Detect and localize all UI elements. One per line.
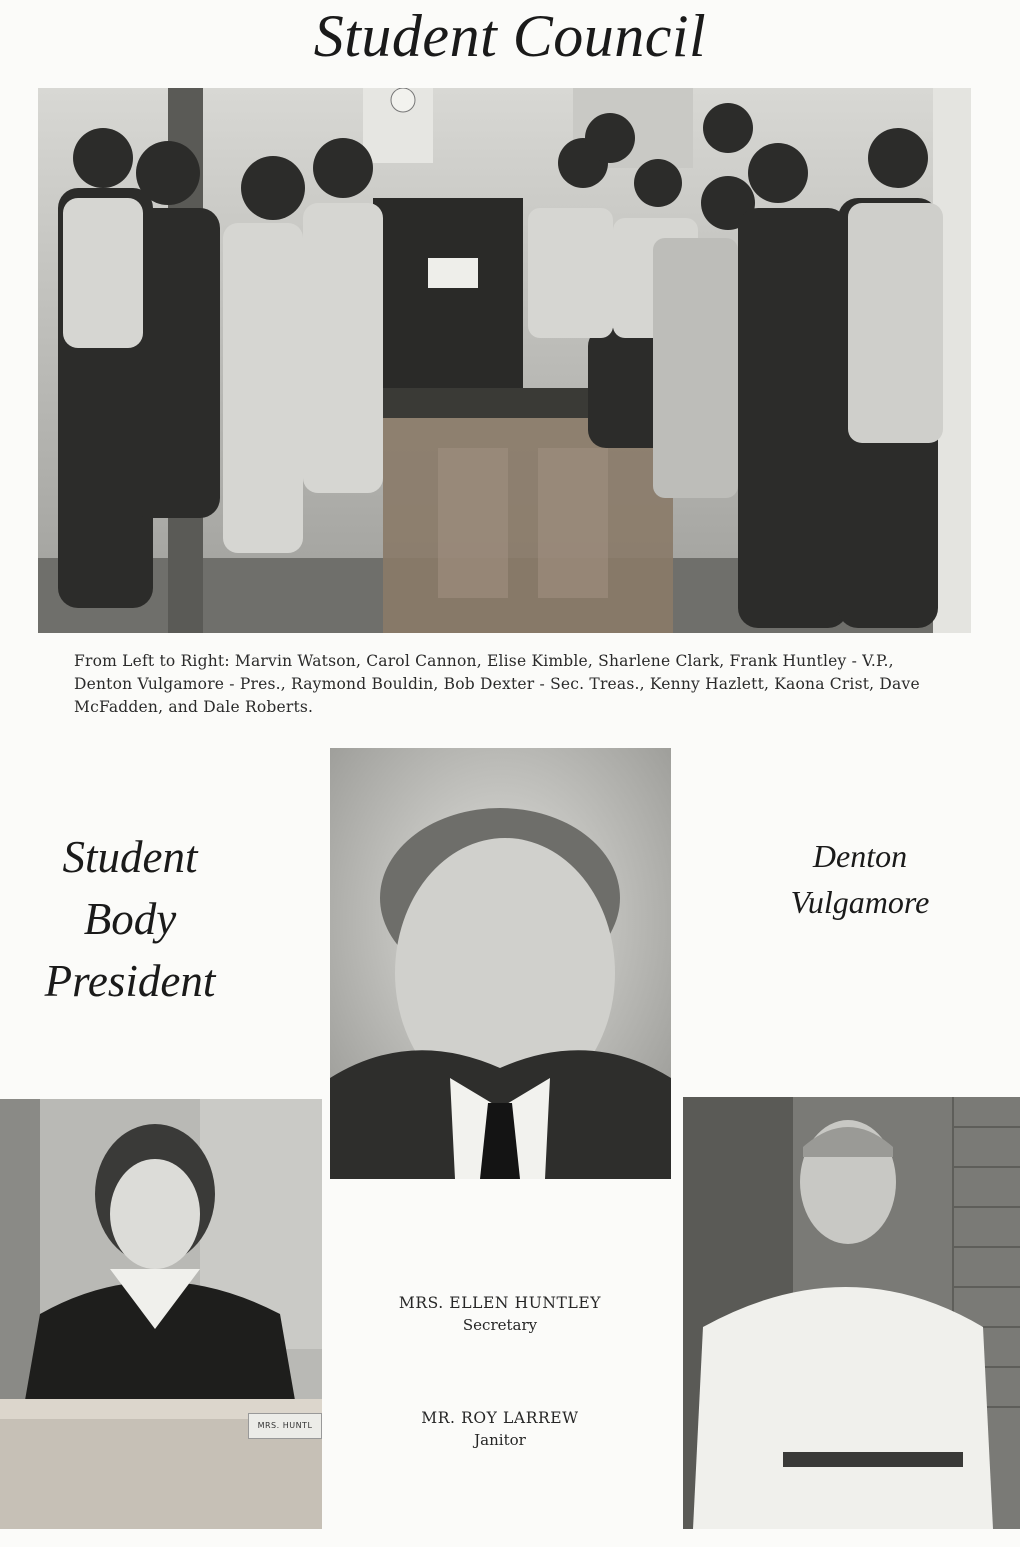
- president-last-name: Vulgamore: [790, 884, 930, 920]
- janitor-role: Janitor: [474, 1431, 526, 1449]
- secretary-photo: [0, 1099, 322, 1529]
- janitor-credit: [330, 1409, 670, 1449]
- secretary-name: MRS. ELLEN HUNTLEY: [398, 1294, 602, 1312]
- heading-line-3: President: [44, 956, 216, 1006]
- student-council-group-photo: [38, 88, 971, 633]
- president-portrait: [330, 748, 671, 1179]
- president-first-name: Denton: [812, 838, 908, 874]
- page-title: Student Council: [313, 3, 707, 69]
- secretary-credit: [330, 1294, 670, 1334]
- desk-nameplate: MRS. HUNTL: [248, 1413, 322, 1439]
- janitor-photo: [683, 1097, 1020, 1529]
- heading-line-2: Body: [83, 894, 177, 944]
- president-name: [770, 833, 950, 925]
- heading-line-1: Student: [62, 832, 198, 882]
- janitor-name: MR. ROY LARREW: [421, 1409, 579, 1427]
- student-body-president-heading: [20, 826, 240, 1012]
- group-photo-caption: From Left to Right: Marvin Watson, Carol Cannon, Elise Kimble, Sharlene Clark, Frank Huntley - V.P., Denton Vulgamore - Pres., Raymond Bouldin, Bob Dexter - Sec. Treas., Kenny Hazlett, Kaona Crist, Dave McFadden, and Dale Roberts.: [74, 652, 920, 716]
- secretary-role: Secretary: [462, 1316, 538, 1334]
